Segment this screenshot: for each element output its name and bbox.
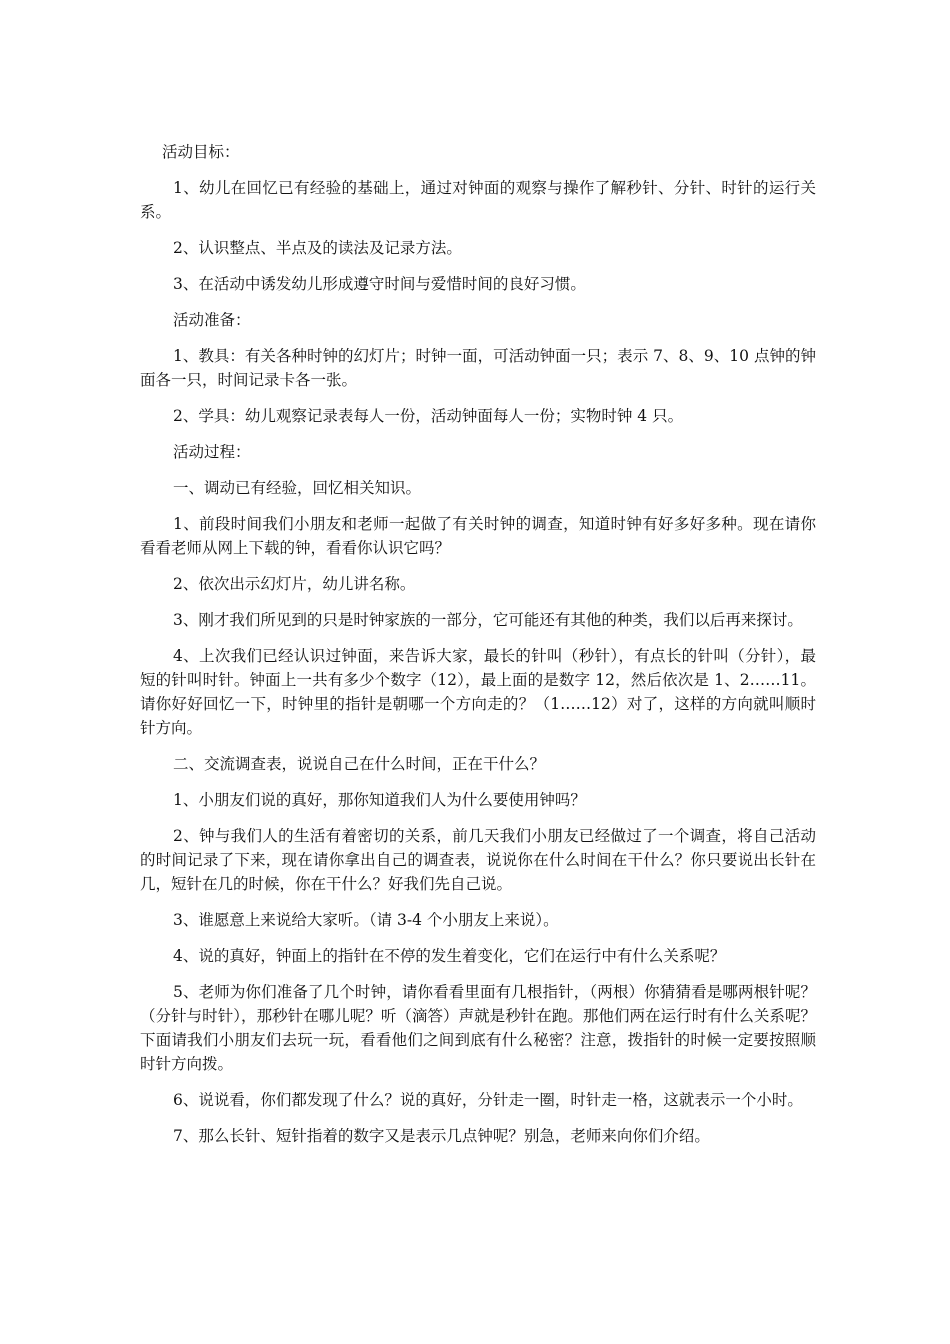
- section-heading-preparation: 活动准备：: [173, 311, 251, 329]
- paragraph: 3、在活动中诱发幼儿形成遵守时间与爱惜时间的良好习惯。: [173, 275, 586, 293]
- paragraph: 5、老师为你们准备了几个时钟，请你看看里面有几根指针，（两根）你猜猜看是哪两根针呢？（分针与时针），那秒针在哪儿呢？听（滴答）声就是秒针在跑。那他们两在运行时有什么关系呢？下面请我们小朋友们去玩一玩，看看他们之间到底有什么秘密？注意，拨指针的时候一定要按照顺时针方向拨。: [140, 983, 816, 1073]
- paragraph: 3、谁愿意上来说给大家听。（请 3-4 个小朋友上来说）。: [173, 911, 559, 929]
- paragraph: 2、学具：幼儿观察记录表每人一份，活动钟面每人一份；实物时钟 4 只。: [173, 407, 684, 425]
- paragraph: 4、说的真好，钟面上的指针在不停的发生着变化，它们在运行中有什么关系呢？: [173, 947, 726, 965]
- subsection-heading: 二、交流调查表，说说自己在什么时间，正在干什么？: [173, 755, 546, 773]
- paragraph: 4、上次我们已经认识过钟面，来告诉大家，最长的针叫（秒针），有点长的针叫（分针），最短的针叫时针。钟面上一共有多少个数字（12），最上面的是数字 12，然后依次是 1、2……11。请你好好回忆一下，时钟里的指针是朝哪一个方向走的？（1……12）对了，这样的方向就叫顺时针方向。: [140, 647, 816, 737]
- section-heading-process: 活动过程：: [173, 443, 251, 461]
- paragraph: 1、教具：有关各种时钟的幻灯片；时钟一面，可活动钟面一只；表示 7、8、9、10 点钟的钟面各一只，时间记录卡各一张。: [140, 347, 816, 389]
- paragraph: 1、小朋友们说的真好，那你知道我们人为什么要使用钟吗？: [173, 791, 586, 809]
- paragraph: 3、刚才我们所见到的只是时钟家族的一部分，它可能还有其他的种类，我们以后再来探讨。: [173, 611, 803, 629]
- paragraph: 7、那么长针、短针指着的数字又是表示几点钟呢？别急，老师来向你们介绍。: [173, 1127, 710, 1145]
- paragraph: 1、幼儿在回忆已有经验的基础上，通过对钟面的观察与操作了解秒针、分针、时针的运行关系。: [140, 179, 816, 221]
- document-body: [140, 140, 816, 1160]
- paragraph: 2、钟与我们人的生活有着密切的关系，前几天我们小朋友已经做过了一个调查，将自己活动的时间记录了下来，现在请你拿出自己的调查表，说说你在什么时间在干什么？你只要说出长针在几，短针在几的时候，你在干什么？好我们先自己说。: [140, 827, 816, 893]
- subsection-heading: 一、调动已有经验，回忆相关知识。: [173, 479, 422, 497]
- section-heading-goals: 活动目标：: [162, 143, 240, 161]
- paragraph: 1、前段时间我们小朋友和老师一起做了有关时钟的调查，知道时钟有好多好多种。现在请你看看老师从网上下载的钟，看看你认识它吗？: [140, 515, 816, 557]
- paragraph: 6、说说看，你们都发现了什么？说的真好，分针走一圈，时针走一格，这就表示一个小时。: [173, 1091, 803, 1109]
- paragraph: 2、认识整点、半点及的读法及记录方法。: [173, 239, 462, 257]
- paragraph: 2、依次出示幻灯片，幼儿讲名称。: [173, 575, 416, 593]
